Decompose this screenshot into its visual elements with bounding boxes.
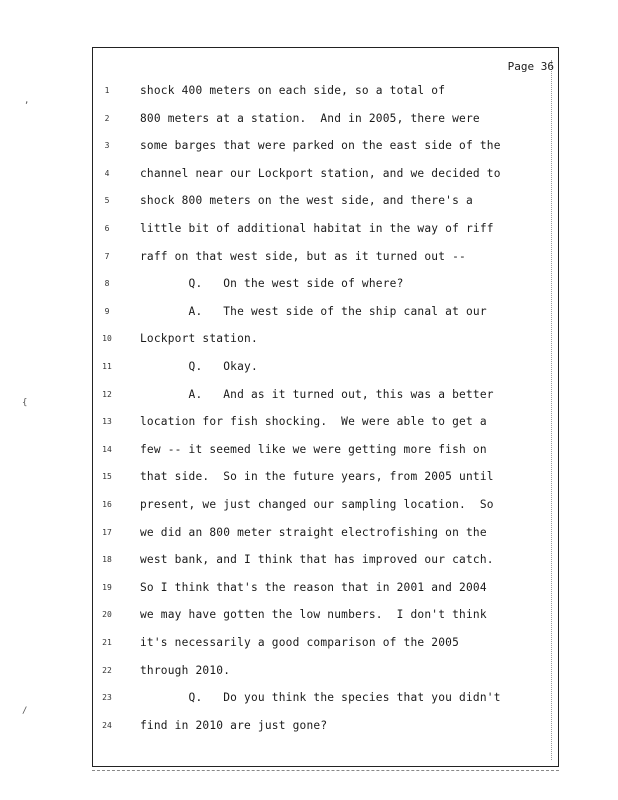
margin-mark: / — [22, 706, 28, 716]
transcript-line — [0, 84, 618, 104]
line-number: 5 — [104, 196, 110, 206]
line-number: 7 — [104, 251, 110, 261]
line-number: 20 — [102, 610, 112, 620]
transcript-line — [0, 112, 618, 132]
transcript-line — [0, 332, 618, 352]
line-number: 21 — [102, 638, 112, 647]
transcript-line — [0, 194, 618, 214]
line-number: 19 — [102, 582, 112, 592]
transcript-line — [0, 388, 618, 408]
transcript-line — [0, 222, 618, 242]
line-number: 12 — [102, 389, 112, 399]
line-text: Q. Okay. — [140, 360, 258, 373]
transcript-line — [0, 250, 618, 270]
line-text: it's necessarily a good comparison of the 2005 — [140, 636, 460, 649]
line-text: channel near our Lockport station, and we decided to — [140, 166, 501, 180]
margin-mark: , — [24, 96, 30, 106]
transcript-line — [0, 167, 618, 187]
transcript-line — [0, 443, 618, 463]
line-number: 18 — [102, 555, 112, 565]
line-text: So I think that's the reason that in 2001 and 2004 — [140, 580, 487, 594]
line-number: 3 — [104, 141, 110, 151]
line-number: 15 — [102, 472, 112, 482]
line-number: 23 — [102, 693, 112, 703]
line-text: Q. Do you think the species that you didn't — [140, 691, 501, 705]
transcript-line — [0, 498, 618, 518]
line-text: find in 2010 are just gone? — [140, 718, 328, 732]
line-number: 16 — [102, 500, 112, 509]
line-text: A. And as it turned out, this was a better — [140, 387, 494, 401]
line-number: 2 — [104, 113, 110, 123]
line-text: Lockport station. — [140, 332, 258, 346]
line-number: 6 — [104, 224, 110, 233]
line-number: 4 — [104, 168, 110, 178]
line-number: 13 — [102, 417, 112, 427]
line-text: we did an 800 meter straight electrofishing on the — [140, 525, 487, 539]
line-text: through 2010. — [140, 663, 231, 677]
transcript-line — [0, 608, 618, 628]
line-number: 11 — [102, 362, 112, 371]
line-text: little bit of additional habitat in the way of riff — [140, 222, 494, 235]
transcript-line — [0, 581, 618, 601]
line-number: 1 — [104, 86, 110, 95]
line-text: few -- it seemed like we were getting more fish on — [140, 442, 487, 456]
line-text: location for fish shocking. We were able to get a — [140, 415, 487, 429]
line-text: A. The west side of the ship canal at our — [140, 304, 487, 318]
line-text: we may have gotten the low numbers. I don't think — [140, 608, 487, 622]
line-text: some barges that were parked on the east side of the — [140, 139, 501, 153]
line-text: present, we just changed our sampling location. So — [140, 498, 494, 511]
page-number: Page 36 — [507, 60, 554, 73]
line-number: 10 — [102, 334, 112, 344]
line-text: shock 800 meters on the west side, and there's a — [140, 194, 473, 208]
line-number: 14 — [102, 444, 112, 454]
transcript-line — [0, 470, 618, 490]
line-number: 24 — [102, 720, 112, 730]
line-text: west bank, and I think that has improved our catch. — [140, 553, 494, 567]
transcript-line — [0, 360, 618, 380]
line-text: shock 400 meters on each side, so a total of — [140, 84, 446, 97]
line-text: Q. On the west side of where? — [140, 277, 404, 291]
line-number: 17 — [102, 527, 112, 537]
line-number: 22 — [102, 665, 112, 675]
transcript-line — [0, 691, 618, 711]
line-number: 9 — [104, 306, 110, 316]
line-text: that side. So in the future years, from 2005 until — [140, 470, 494, 484]
transcript-line — [0, 719, 618, 739]
transcript-line — [0, 553, 618, 573]
transcript-line — [0, 415, 618, 435]
line-text: raff on that west side, but as it turned out -- — [140, 249, 466, 263]
line-text: 800 meters at a station. And in 2005, there were — [140, 111, 480, 125]
transcript-line — [0, 526, 618, 546]
transcript-line — [0, 664, 618, 684]
page-bottom-edge — [92, 770, 559, 771]
transcript-line — [0, 277, 618, 297]
transcript-line — [0, 305, 618, 325]
transcript-line — [0, 139, 618, 159]
margin-mark: { — [22, 398, 28, 408]
transcript-line — [0, 636, 618, 656]
line-number: 8 — [104, 279, 110, 289]
